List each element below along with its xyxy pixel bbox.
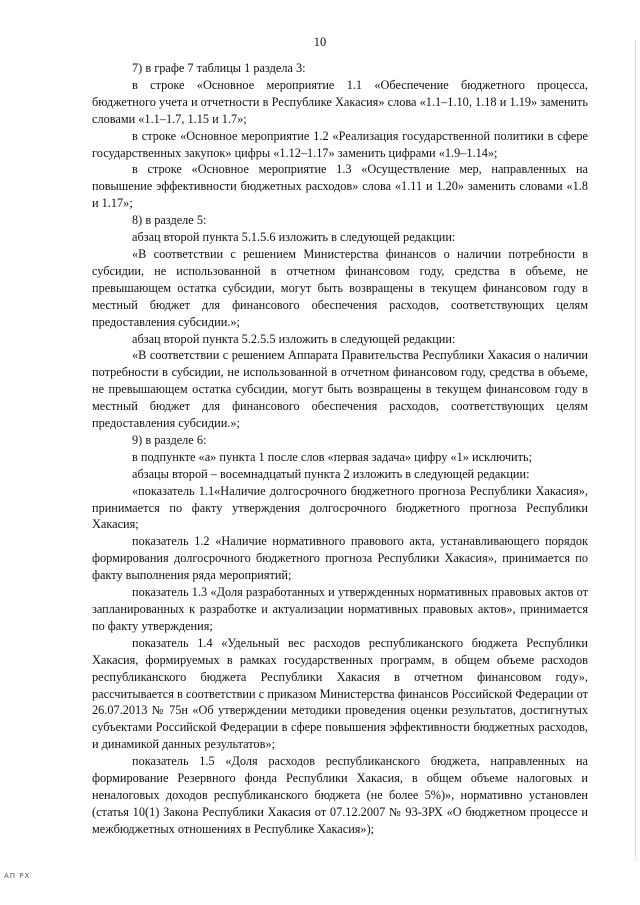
paragraph-item-7: 7) в графе 7 таблицы 1 раздела 3: — [132, 61, 306, 75]
paragraph-row-1-2: в строке «Основное мероприятие 1.2 «Реализация государственной политики в сфере государственных закупок» цифры «1.12–1.17» заменить цифрами «1.9–1.14»; — [92, 128, 588, 160]
paragraph-5-2-5-5-text: «В соответствии с решением Аппарата Правительства Республики Хакасия о наличии потребности в субсидии, не использованной в отчетном финансовом году, средства в объеме, не превышающем остатка субсидии, могут быть возвращены в текущем финансовом году в местный бюджет для финансового обеспечения расходов, соответствующих целям предоставления субсидии.»; — [92, 348, 588, 431]
scan-edge-marks — [632, 40, 636, 860]
paragraph-indicator-1-2: показатель 1.2 «Наличие нормативного правового акта, устанавливающего порядок формирования долгосрочного бюджетного прогноза Республики Хакасия», принимается по факту выполнения ряда мероприятий; — [92, 534, 588, 583]
paragraph-5-1-5-6-intro: абзац второй пункта 5.1.5.6 изложить в следующей редакции: — [132, 230, 456, 245]
paragraph-point-2-intro: абзацы второй – восемнадцатый пункта 2 изложить в следующей редакции: — [132, 466, 530, 481]
paragraph-item-8: 8) в разделе 5: — [132, 213, 207, 228]
paragraph-item-9: 9) в разделе 6: — [132, 432, 207, 447]
paragraph-row-1-3: в строке «Основное мероприятие 1.3 «Осуществление мер, направленных на повышение эффективности бюджетных расходов» слова «1.11 и 1.20» заменить словами «1.8 и 1.17»; — [92, 162, 588, 211]
document-body — [92, 60, 588, 838]
paragraph-indicator-1-4: показатель 1.4 «Удельный вес расходов республиканского бюджета Республики Хакасия, формируемых в рамках государственных программ, в общем объеме расходов республиканского бюджета Республики Хакасия в отчетном финансовом году», рассчитывается в соответствии с приказом Министерства финансов Российской Федерации от 26.07.2013 № 75н «Об утверждении методики проведения оценки результатов, достигнутых субъектами Российской Федерации в сфере повышения эффективности бюджетных расходов, и динамикой данных результатов»; — [92, 635, 588, 752]
paragraph-indicator-1-5: показатель 1.5 «Доля расходов республиканского бюджета, направленных на формирование Резервного фонда Республики Хакасия, в общем объеме налоговых и неналоговых доходов республиканского бюджета (не более 5%)», нормативно установлен (статья 10(1) Закона Республики Хакасия от 07.12.2007 № 93-ЗРХ «О бюджетном процессе и межбюджетных отношениях в Республике Хакасия»); — [92, 754, 588, 836]
footer-mark: АП РХ — [4, 872, 31, 880]
paragraph-5-1-5-6-text: «В соответствии с решением Министерства финансов о наличии потребности в субсидии, не использованной в отчетном финансовом году, средства в объеме, не превышающем остатка субсидии, могут быть возвращены в текущем финансовом году в местный бюджет для финансового обеспечения расходов, соответствующих целям предоставления субсидии.»; — [92, 246, 588, 329]
paragraph-row-1-1: в строке «Основное мероприятие 1.1 «Обеспечение бюджетного процесса, бюджетного учета и отчетности в Республике Хакасия» слова «1.1–1.10, 1.18 и 1.19» заменить словами «1.1–1.7, 1.15 и 1.7»; — [92, 77, 588, 126]
paragraph-5-2-5-5-intro: абзац второй пункта 5.2.5.5 изложить в следующей редакции: — [132, 331, 456, 346]
paragraph-subpoint-a: в подпункте «а» пункта 1 после слов «первая задача» цифру «1» исключить; — [132, 449, 533, 464]
paragraph-indicator-1-1: «показатель 1.1«Наличие долгосрочного бюджетного прогноза Республики Хакасия», принимается по факту утверждения долгосрочного бюджетного прогноза Республики Хакасия; — [92, 483, 588, 532]
paragraph-indicator-1-3: показатель 1.3 «Доля разработанных и утвержденных нормативных правовых актов от запланированных к разработке и актуализации нормативных правовых актов», принимается по факту утверждения; — [92, 585, 588, 633]
page-number: 10 — [313, 35, 327, 49]
